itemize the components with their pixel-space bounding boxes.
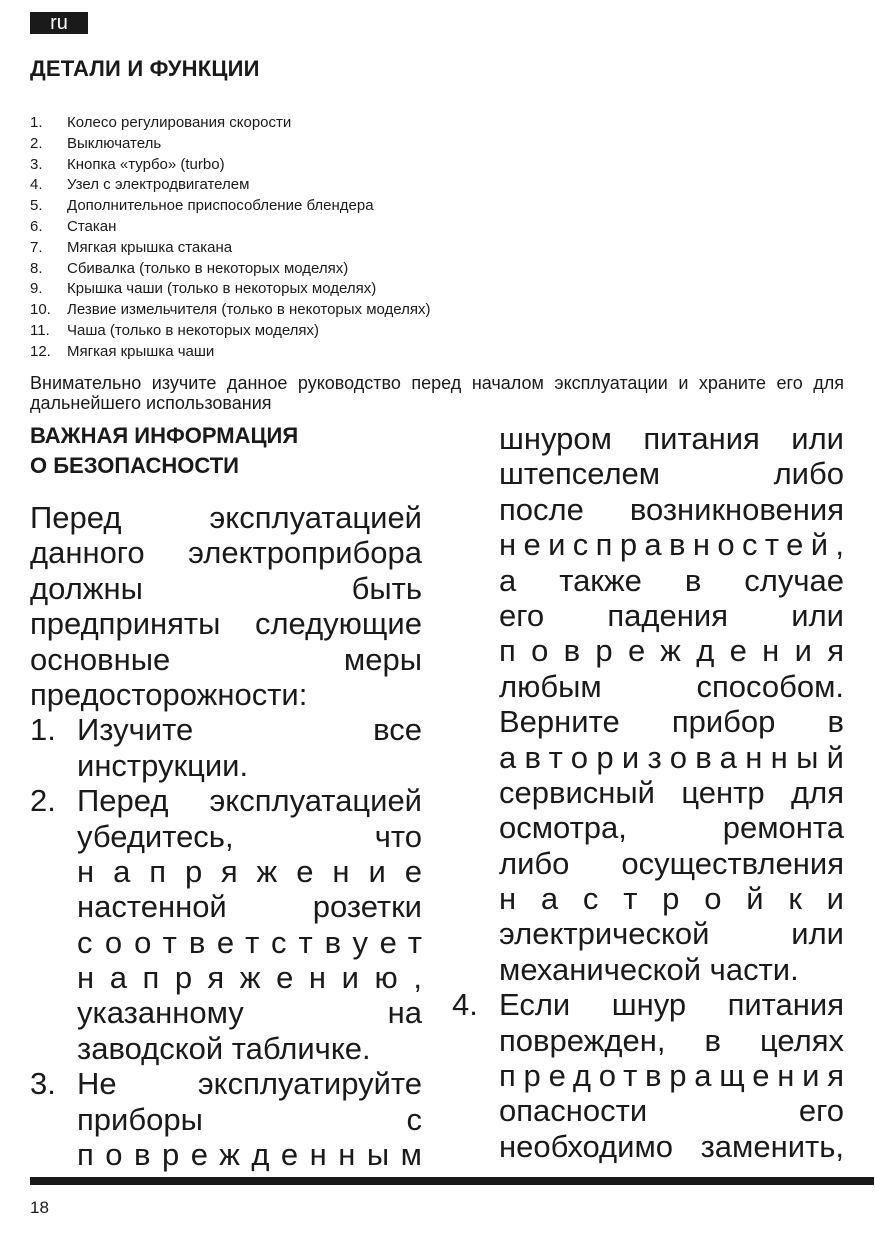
- list-item-number: 10.: [30, 301, 51, 319]
- text-line: опасности его: [499, 1093, 844, 1129]
- language-tab: ru: [30, 12, 88, 34]
- list-item-number: 4.: [30, 176, 43, 194]
- text-line: а также в случае: [499, 562, 844, 598]
- text-line: приборы с: [77, 1101, 422, 1137]
- safety-item: [452, 987, 852, 1164]
- text-line: настенной розетки: [77, 889, 422, 925]
- text-line: убедитесь, что: [77, 818, 422, 854]
- text-line: необходимо заменить,: [499, 1128, 844, 1164]
- text-line: осмотра, ремонта: [499, 810, 844, 846]
- list-item-text: Кнопка «турбо» (turbo): [67, 155, 225, 173]
- list-item: [30, 279, 431, 300]
- text-line: либо осуществления: [499, 845, 844, 881]
- list-item-text: Мягкая крышка чаши: [67, 342, 215, 360]
- right-column: [452, 421, 869, 1164]
- text-line: предотвращения: [499, 1058, 852, 1094]
- text-line: авторизованный: [499, 739, 853, 775]
- list-item-text: Крышка чаши (только в некоторых моделях): [67, 280, 377, 298]
- text-line: Перед эксплуатацией: [30, 500, 422, 535]
- text-line: после возникновения: [499, 491, 844, 527]
- text-line: Не эксплуатируйте: [77, 1066, 422, 1102]
- list-item-text: Чаша (только в некоторых моделях): [67, 321, 320, 339]
- list-item-text: Узел с электродвигателем: [67, 176, 250, 194]
- text-line: основные меры: [30, 641, 422, 677]
- intro-paragraph: Внимательно изучите данное руководство перед началом эксплуатации и храните его для дальнейшего использования: [30, 373, 844, 413]
- text-line: повреждения: [499, 633, 860, 669]
- text-line: неисправностей,: [499, 527, 852, 563]
- list-item: [30, 321, 431, 342]
- item-number: 1.: [30, 712, 56, 748]
- list-item: [30, 155, 431, 176]
- list-item-number: 8.: [30, 259, 43, 277]
- text-line: указанному на: [77, 995, 422, 1031]
- list-item: [30, 217, 431, 238]
- text-line: напряжению,: [77, 960, 438, 996]
- safety-item: [30, 712, 422, 783]
- list-item: [30, 259, 431, 280]
- list-item-number: 12.: [30, 342, 51, 360]
- list-item: [30, 196, 431, 217]
- list-item-number: 11.: [30, 321, 50, 339]
- list-item-number: 7.: [30, 238, 43, 256]
- text-line: поврежденным: [77, 1137, 434, 1173]
- text-line: сервисный центр для: [499, 774, 844, 810]
- text-line: электрической или: [499, 916, 844, 952]
- list-item-text: Сбивалка (только в некоторых моделях): [67, 259, 349, 277]
- text-line: механической части.: [499, 951, 799, 987]
- list-item: [30, 300, 431, 321]
- text-line: Перед эксплуатацией: [77, 783, 422, 819]
- text-line: Если шнур питания: [499, 987, 844, 1023]
- parts-list: [30, 113, 431, 363]
- safety-item: [30, 1066, 434, 1173]
- item-number: 4.: [452, 987, 478, 1023]
- text-line: заводской табличке.: [77, 1030, 371, 1066]
- list-item-text: Дополнительное приспособление блендера: [67, 197, 374, 215]
- text-line: должны быть: [30, 570, 422, 606]
- list-item: [30, 342, 431, 363]
- list-item-number: 6.: [30, 217, 43, 235]
- text-line: предосторожности:: [30, 676, 308, 712]
- text-line: поврежден, в целях: [499, 1022, 844, 1058]
- footer-rule: [30, 1177, 874, 1185]
- list-item-number: 1.: [30, 114, 43, 131]
- text-line: его падения или: [499, 597, 844, 633]
- text-line: инструкции.: [77, 747, 249, 783]
- list-item-text: Лезвие измельчителя (только в некоторых моделях): [67, 301, 431, 319]
- safety-item: [30, 783, 441, 1066]
- item-number: 3.: [30, 1066, 56, 1102]
- text-line: соответствует: [77, 924, 434, 960]
- safety-item-continuation: [452, 421, 869, 987]
- list-item: [30, 238, 431, 259]
- text-line: напряжение: [77, 853, 441, 889]
- text-line: шнуром питания или: [499, 421, 844, 456]
- safety-heading: ВАЖНАЯ ИНФОРМАЦИЯ О БЕЗОПАСНОСТИ: [30, 423, 299, 478]
- list-item-text: Мягкая крышка стакана: [67, 238, 233, 256]
- section-heading: ДЕТАЛИ И ФУНКЦИИ: [30, 56, 260, 81]
- text-line: штепселем либо: [499, 456, 844, 492]
- text-line: настройки: [499, 881, 869, 917]
- text-line: предприняты следующие: [30, 606, 422, 642]
- text-line: данного электроприбора: [30, 535, 422, 571]
- item-number: 2.: [30, 783, 56, 819]
- list-item-number: 5.: [30, 197, 43, 215]
- text-line: Изучите все: [77, 712, 422, 748]
- list-item-number: 9.: [30, 280, 43, 298]
- text-line: Верните прибор в: [499, 704, 844, 740]
- list-item-number: 2.: [30, 134, 43, 152]
- list-item-text: Колесо регулирования скорости: [67, 114, 292, 131]
- text-line: любым способом.: [499, 668, 844, 704]
- list-item-text: Стакан: [67, 217, 117, 235]
- list-item: [30, 113, 431, 134]
- list-item-number: 3.: [30, 155, 43, 173]
- left-column: [30, 500, 441, 1173]
- page-number: 18: [30, 1198, 49, 1217]
- list-item-text: Выключатель: [67, 134, 162, 152]
- list-item: [30, 175, 431, 196]
- list-item: [30, 134, 431, 155]
